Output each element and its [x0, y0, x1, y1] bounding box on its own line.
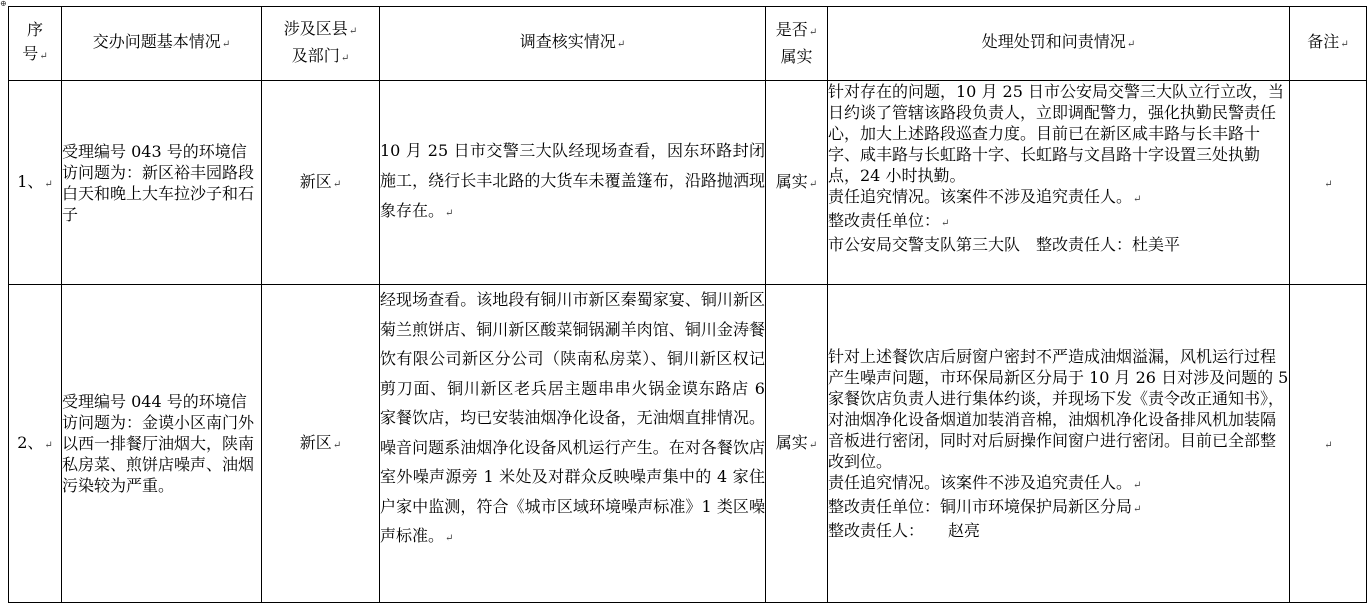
header-verified: 是否↵ 属实 — [766, 7, 828, 81]
header-problem: 交办问题基本情况↵ — [62, 7, 262, 81]
row-investigation: 经现场查看。该地段有铜川市新区秦蜀家宴、铜川新区菊兰煎饼店、铜川新区酸菜铜锅涮羊肉馆、铜川金涛餐饮有限公司新区分公司（陕南私房菜）、铜川新区权记剪刀面、铜川新区老兵居主题串串火锅金谟东路店 6 家餐饮店，均已安装油烟净化设备，无油烟直排情况。噪音问题系油烟净化设备风机运行产生。在对各餐饮店室外噪声源旁 1 米处及对群众反映噪声集中的 4 家住户家中监测，符合《城市区域环境噪声标准》1 类区噪声标准。↵ — [380, 285, 766, 603]
row-investigation: 10 月 25 日市交警三大队经现场查看，因东环路封闭施工，绕行长丰北路的大货车未覆盖篷布，沿路抛洒现象存在。↵ — [380, 81, 766, 285]
row-problem: 受理编号 044 号的环境信访问题为：金谟小区南门外以西一排餐厅油烟大，陕南私房菜、煎饼店噪声、油烟污染较为严重。 — [62, 285, 262, 603]
row-handling: 针对上述餐饮店后厨窗户密封不严造成油烟溢漏，风机运行过程产生噪声问题，市环保局新区分局于 10 月 26 日对涉及问题的 5 家餐饮店负责人进行集体约谈，并现场下发《责令改正通知书》，对油烟净化设备烟道加装消音棉，油烟机净化设备排风机加装隔音板进行密闭，同时对后厨操作间窗户进行密闭。目前已全部整改到位。 责任追究情况。该案件不涉及追究责任人。↵ 整改责任单位：铜川市环境保护局新区分局↵ 整改责任人： 赵亮 — [828, 285, 1290, 603]
header-seq: 序 号↵ — [9, 7, 62, 81]
header-row — [9, 7, 1367, 81]
table-row — [9, 81, 1367, 285]
complaint-table — [8, 6, 1367, 603]
row-seq: 1、↵ — [9, 81, 62, 285]
row-verified: 属实↵ — [766, 81, 828, 285]
header-district: 涉及区县↵ 及部门↵ — [262, 7, 380, 81]
row-remarks: ↵ — [1290, 285, 1367, 603]
header-remarks: 备注↵ — [1290, 7, 1367, 81]
header-handling: 处理处罚和问责情况↵ — [828, 7, 1290, 81]
row-seq: 2、↵ — [9, 285, 62, 603]
row-verified: 属实↵ — [766, 285, 828, 603]
row-problem: 受理编号 043 号的环境信访问题为：新区裕丰园路段白天和晚上大车拉沙子和石子 — [62, 81, 262, 285]
row-handling: 针对存在的问题，10 月 25 日市公安局交警三大队立行立改，当日约谈了管辖该路段负责人，立即调配警力，强化执勤民警责任心，加大上述路段巡查力度。目前已在新区咸丰路与长丰路十字、咸丰路与长虹路十字、长虹路与文昌路十字设置三处执勤点，24 小时执勤。 责任追究情况。该案件不涉及追究责任人。↵ 整改责任单位：↵ 市公安局交警支队第三大队 整改责任人：杜美平 — [828, 81, 1290, 285]
table-anchor-icon[interactable]: ⊕ — [0, 0, 7, 8]
header-investigation: 调查核实情况↵ — [380, 7, 766, 81]
row-remarks: ↵ — [1290, 81, 1367, 285]
row-district: 新区↵ — [262, 285, 380, 603]
table-row — [9, 285, 1367, 603]
row-district: 新区↵ — [262, 81, 380, 285]
